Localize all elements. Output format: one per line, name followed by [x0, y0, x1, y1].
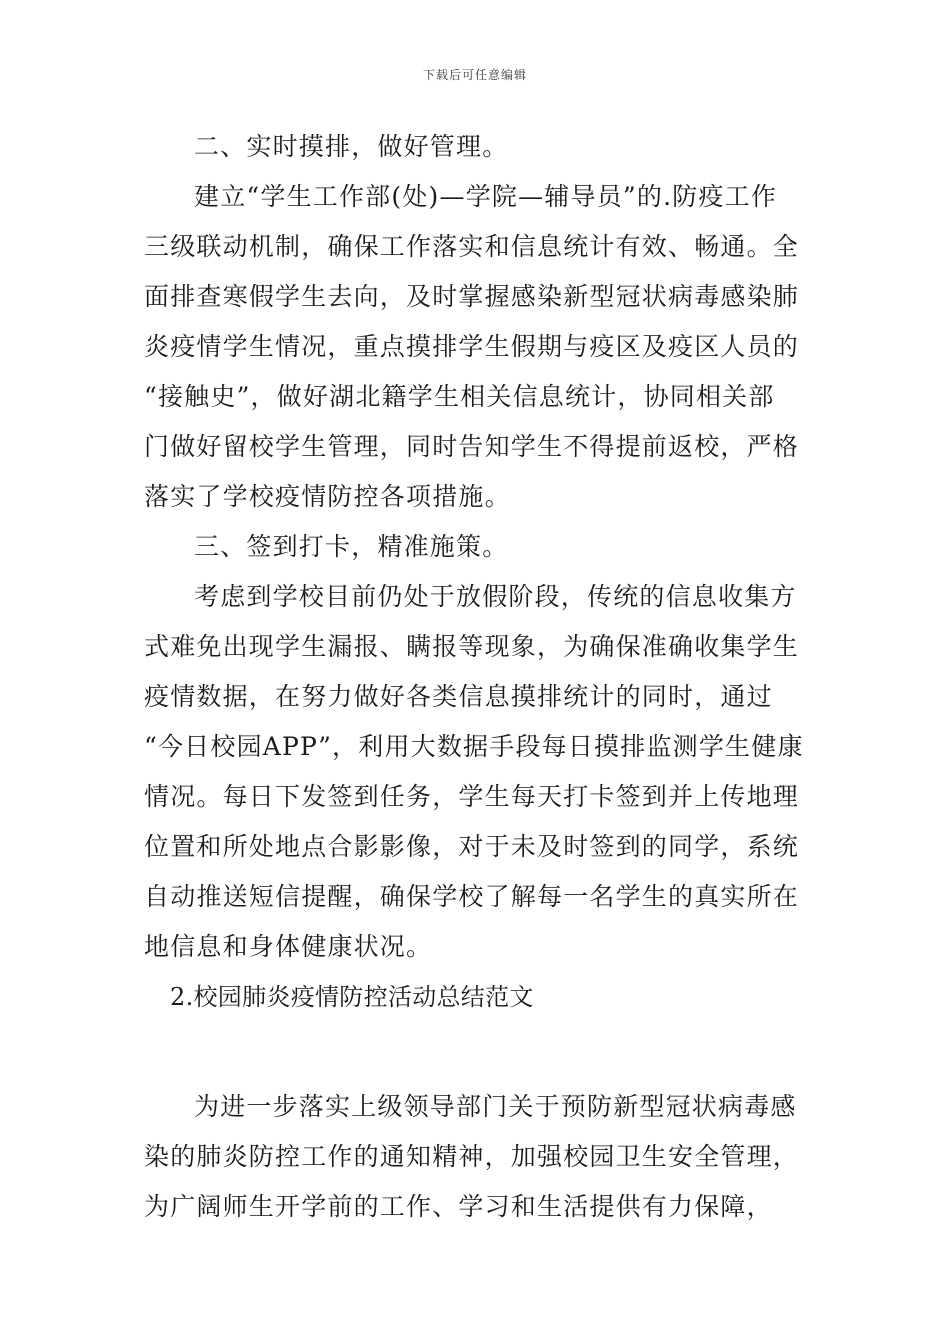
- paragraph-line: 情况。每日下发签到任务，学生每天打卡签到并上传地理: [144, 782, 800, 811]
- paragraph-line: 三级联动机制，确保工作落实和信息统计有效、畅通。全: [144, 232, 800, 261]
- paragraph-line: 地信息和身体健康状况。: [144, 932, 433, 961]
- page-header: 下载后可任意编辑: [422, 68, 527, 82]
- paragraph-line: 为广阔师生开学前的工作、学习和生活提供有力保障，: [144, 1192, 773, 1221]
- paragraph-line: 式难免出现学生漏报、瞒报等现象，为确保准确收集学生: [144, 632, 800, 661]
- paragraph-line: 为进一步落实上级领导部门关于预防新型冠状病毒感: [194, 1092, 797, 1121]
- paragraph-line: “接触史”，做好湖北籍学生相关信息统计，协同相关部: [144, 382, 775, 411]
- paragraph-line: “今日校园APP”，利用大数据手段每日摸排监测学生健康: [144, 732, 804, 761]
- section-heading-checkin: 三、签到打卡，精准施策。: [194, 532, 509, 561]
- article-title: 2.校园肺炎疫情防控活动总结范文: [170, 983, 534, 1011]
- paragraph-line: 染的肺炎防控工作的通知精神，加强校园卫生安全管理，: [144, 1142, 800, 1171]
- paragraph-line: 炎疫情学生情况，重点摸排学生假期与疫区及疫区人员的: [144, 332, 800, 361]
- section-heading-realtime-check: 二、实时摸排，做好管理。: [194, 132, 509, 161]
- paragraph-line: 位置和所处地点合影影像，对于未及时签到的同学，系统: [144, 832, 800, 861]
- paragraph-line: 面排查寒假学生去向，及时掌握感染新型冠状病毒感染肺: [144, 282, 800, 311]
- paragraph-line: 疫情数据，在努力做好各类信息摸排统计的同时，通过: [144, 682, 773, 711]
- blank-space: [144, 1022, 808, 1082]
- paragraph-line: 考虑到学校目前仍处于放假阶段，传统的信息收集方: [194, 582, 797, 611]
- document-body: [144, 122, 808, 1232]
- paragraph-line: 自动推送短信提醒，确保学校了解每一名学生的真实所在: [144, 882, 800, 911]
- paragraph-line: 建立“学生工作部(处)—学院—辅导员”的.防疫工作: [194, 182, 778, 211]
- paragraph-line: 门做好留校学生管理，同时告知学生不得提前返校，严格: [144, 432, 800, 461]
- paragraph-line: 落实了学校疫情防控各项措施。: [144, 482, 511, 511]
